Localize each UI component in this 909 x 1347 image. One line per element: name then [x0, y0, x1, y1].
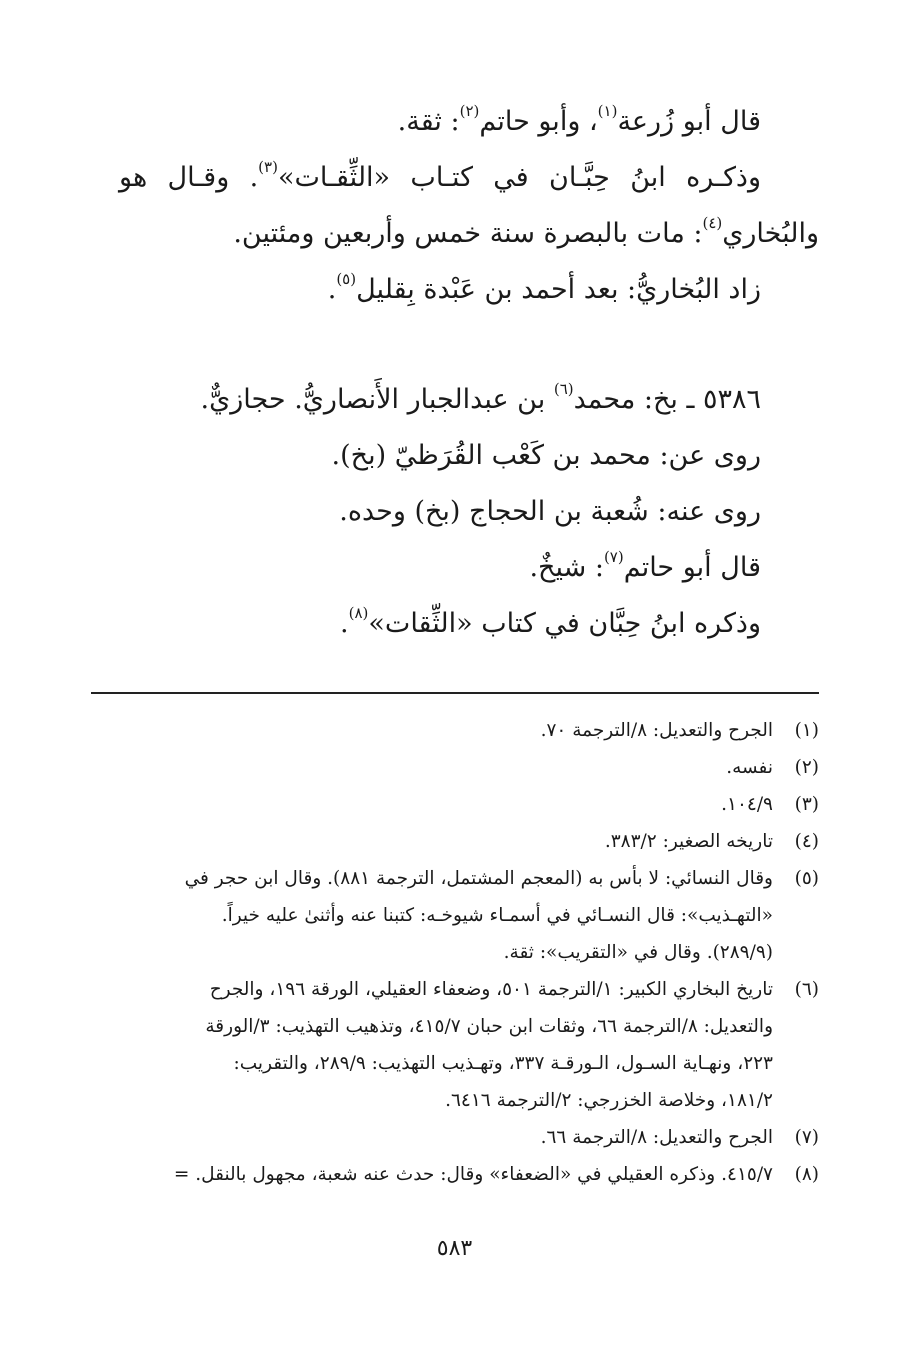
text-line: روى عن: محمد بن كَعْب القُرَظيّ (بخ). — [331, 440, 761, 471]
footnote — [89, 860, 819, 971]
entry-heading: ٥٣٨٦ ـ بخ: محمد$^{(٦)}$ بن عبدالجبار الأَنصاريُّ. حجازيٌّ. — [200, 380, 761, 415]
footnote-number: (٣) — [794, 794, 819, 815]
footnote — [89, 786, 819, 823]
footnote-text: ٤١٥/٧. وذكره العقيلي في «الضعفاء» وقال: حدث عنه شعبة، مجهول بالنقل. = — [173, 1164, 773, 1185]
footnote-text: الجرح والتعديل: ٨/الترجمة ٦٦. — [540, 1127, 773, 1148]
footnotes — [89, 712, 819, 1193]
footnote-ref[interactable]: (٥) — [336, 270, 357, 288]
text-line: زاد البُخاريُّ: بعد أحمد بن عَبْدة بِقليل$^{(٥)}$. — [327, 270, 761, 305]
footnote-number: (٦) — [794, 979, 819, 1000]
footnote — [89, 971, 819, 1119]
footnote-ref[interactable]: (٢) — [459, 102, 480, 120]
footnote-number: (٧) — [794, 1127, 819, 1148]
footnote-ref[interactable]: (٣) — [258, 158, 278, 176]
footnote-text: تاريخ البخاري الكبير: ١/الترجمة ٥٠١، وضعفاء العقيلي، الورقة ١٩٦، والجرح والتعديل: ٨/الترجمة ٦٦، وثقات ابن حبان ٤١٥/٧، وتذهيب التهذيب: ٣/الورقة ٢٢٣، ونهـاية السـول، الـورقـة ٣٣٧، وتهـذيب التهذيب: ٢٨٩/٩، والتقريب: ١٨١/٢، وخلاصة الخزرجي: ٢/الترجمة ٦٤١٦. — [205, 979, 773, 1111]
footnote-ref[interactable]: (٧) — [603, 548, 624, 566]
text-line: والبُخاري$^{(٤)}$: مات بالبصرة سنة خمس وأربعين ومئتين. — [233, 214, 819, 249]
footnote — [89, 749, 819, 786]
biography-entry — [119, 372, 819, 652]
previous-entry — [119, 94, 819, 318]
footnote — [89, 712, 819, 749]
footnote-text: وقال النسائي: لا بأس به (المعجم المشتمل، الترجمة ٨٨١). وقال ابن حجر في «التهـذيب»: قال النسـائي في أسمـاء شيوخـه: كتبنا عنه وأثنىٰ عليه خيراً. (٢٨٩/٩). وقال في «التقريب»: ثقة. — [184, 868, 773, 963]
page-number: ٥٨٣ — [436, 1236, 473, 1261]
text-line: قال أبو زُرعة$^{(١)}$، وأبو حاتم$^{(٢)}$: ثقة. — [397, 102, 761, 137]
footnote-number: (٥) — [794, 868, 819, 889]
footnote-ref[interactable]: (٤) — [702, 214, 723, 232]
footnote-ref[interactable]: (٨) — [348, 604, 369, 622]
footnote-number: (٨) — [794, 1164, 819, 1185]
text-line: قال أبو حاتم$^{(٧)}$: شيخٌ. — [529, 548, 761, 583]
footnote-ref[interactable]: (١) — [597, 102, 618, 120]
footnote-text: نفسه. — [726, 757, 773, 778]
footnote — [89, 1156, 819, 1193]
footnote — [89, 823, 819, 860]
footnote-text: ١٠٤/٩. — [721, 794, 773, 815]
text-line: وذكـره ابنُ حِبَّـان في كتـاب «الثِّقـات»$^{(٣)}$. وقـال هو — [119, 158, 761, 193]
text-line: روى عنه: شُعبة بن الحجاج (بخ) وحده. — [339, 496, 761, 527]
footnote-ref[interactable]: (٦) — [553, 380, 574, 398]
footnote — [89, 1119, 819, 1156]
text-line: وذكره ابنُ حِبَّان في كتاب «الثِّقات»$^{(٨)}$. — [340, 604, 761, 639]
footnote-number: (١) — [794, 720, 819, 741]
footnote-number: (٤) — [794, 831, 819, 852]
footnote-text: تاريخه الصغير: ٣٨٣/٢. — [604, 831, 773, 852]
footnote-text: الجرح والتعديل: ٨/الترجمة ٧٠. — [540, 720, 773, 741]
footnote-number: (٢) — [794, 757, 819, 778]
footnote-divider — [91, 692, 819, 694]
